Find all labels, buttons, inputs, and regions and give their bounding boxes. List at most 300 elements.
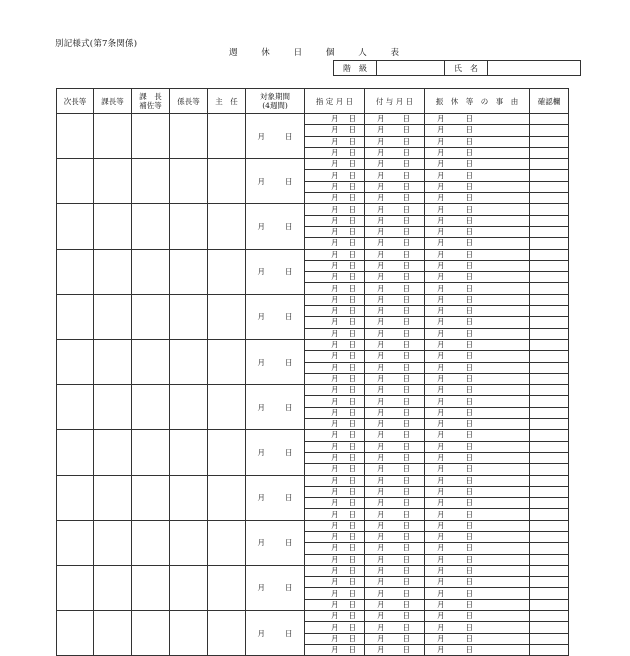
- approval-cell[interactable]: [132, 159, 170, 204]
- table-row: [57, 611, 569, 622]
- approval-cell[interactable]: [208, 249, 246, 294]
- designated-date-cell[interactable]: 月 日: [305, 520, 365, 531]
- approval-cell[interactable]: [94, 249, 132, 294]
- approval-cell[interactable]: [57, 114, 94, 159]
- reason-date-cell[interactable]: 月 日: [425, 351, 530, 362]
- designated-date-cell[interactable]: 月 日: [305, 577, 365, 588]
- col-header: 振 休 等 の 事 由: [425, 89, 530, 114]
- confirmation-cell[interactable]: [530, 385, 569, 396]
- reason-date-cell[interactable]: 月 日: [425, 181, 530, 192]
- granted-date-cell[interactable]: 月 日: [365, 407, 425, 418]
- approval-cell[interactable]: [94, 475, 132, 520]
- designated-date-cell[interactable]: 月 日: [305, 306, 365, 317]
- reason-date-cell[interactable]: 月 日: [425, 385, 530, 396]
- title-char: 週: [229, 48, 238, 58]
- period-cell[interactable]: 月 日: [246, 114, 305, 159]
- granted-date-cell[interactable]: 月 日: [365, 498, 425, 509]
- designated-date-cell[interactable]: 月 日: [305, 644, 365, 655]
- reason-date-cell[interactable]: 月 日: [425, 159, 530, 170]
- confirmation-cell[interactable]: [530, 238, 569, 249]
- designated-date-cell[interactable]: 月 日: [305, 159, 365, 170]
- designated-date-cell[interactable]: 月 日: [305, 509, 365, 520]
- confirmation-cell[interactable]: [530, 114, 569, 125]
- designated-date-cell[interactable]: 月 日: [305, 588, 365, 599]
- confirmation-cell[interactable]: [530, 452, 569, 463]
- table-row: [57, 565, 569, 576]
- reason-date-cell[interactable]: 月 日: [425, 622, 530, 633]
- approval-cell[interactable]: [57, 249, 94, 294]
- reason-date-cell[interactable]: 月 日: [425, 498, 530, 509]
- approval-cell[interactable]: [208, 294, 246, 339]
- col-header: 対象期間 (4週間): [246, 89, 305, 114]
- approval-cell[interactable]: [132, 114, 170, 159]
- reason-date-cell[interactable]: 月 日: [425, 554, 530, 565]
- confirmation-cell[interactable]: [530, 159, 569, 170]
- confirmation-cell[interactable]: [530, 193, 569, 204]
- granted-date-cell[interactable]: 月 日: [365, 441, 425, 452]
- approval-cell[interactable]: [208, 475, 246, 520]
- reason-date-cell[interactable]: 月 日: [425, 577, 530, 588]
- confirmation-cell[interactable]: [530, 475, 569, 486]
- reason-date-cell[interactable]: 月 日: [425, 328, 530, 339]
- designated-date-cell[interactable]: 月 日: [305, 475, 365, 486]
- approval-cell[interactable]: [57, 611, 94, 656]
- table-row: [57, 114, 569, 125]
- reason-date-cell[interactable]: 月 日: [425, 226, 530, 237]
- reason-date-cell[interactable]: 月 日: [425, 644, 530, 655]
- approval-cell[interactable]: [132, 475, 170, 520]
- designated-date-cell[interactable]: 月 日: [305, 543, 365, 554]
- reason-date-cell[interactable]: 月 日: [425, 633, 530, 644]
- approval-cell[interactable]: [57, 294, 94, 339]
- granted-date-cell[interactable]: 月 日: [365, 114, 425, 125]
- approval-cell[interactable]: [57, 430, 94, 475]
- granted-date-cell[interactable]: 月 日: [365, 644, 425, 655]
- granted-date-cell[interactable]: 月 日: [365, 215, 425, 226]
- granted-date-cell[interactable]: 月 日: [365, 204, 425, 215]
- confirmation-cell[interactable]: [530, 622, 569, 633]
- approval-cell[interactable]: [170, 159, 208, 204]
- form-reference-note: 別記様式(第7条関係): [55, 39, 138, 49]
- approval-cell[interactable]: [132, 204, 170, 249]
- granted-date-cell[interactable]: 月 日: [365, 430, 425, 441]
- table-row: [57, 294, 569, 305]
- reason-date-cell[interactable]: 月 日: [425, 147, 530, 158]
- designated-date-cell[interactable]: 月 日: [305, 249, 365, 260]
- approval-cell[interactable]: [170, 565, 208, 610]
- designated-date-cell[interactable]: 月 日: [305, 215, 365, 226]
- confirmation-cell[interactable]: [530, 407, 569, 418]
- reason-date-cell[interactable]: 月 日: [425, 531, 530, 542]
- designated-date-cell[interactable]: 月 日: [305, 498, 365, 509]
- approval-cell[interactable]: [208, 339, 246, 384]
- granted-date-cell[interactable]: 月 日: [365, 577, 425, 588]
- granted-date-cell[interactable]: 月 日: [365, 475, 425, 486]
- reason-date-cell[interactable]: 月 日: [425, 317, 530, 328]
- table-row: [57, 204, 569, 215]
- col-header: 課長等: [94, 89, 132, 114]
- confirmation-cell[interactable]: [530, 306, 569, 317]
- designated-date-cell[interactable]: 月 日: [305, 554, 365, 565]
- col-header: 付 与 月 日: [365, 89, 425, 114]
- approval-cell[interactable]: [170, 430, 208, 475]
- approval-cell[interactable]: [94, 430, 132, 475]
- confirmation-cell[interactable]: [530, 441, 569, 452]
- confirmation-cell[interactable]: [530, 181, 569, 192]
- designated-date-cell[interactable]: 月 日: [305, 339, 365, 350]
- confirmation-cell[interactable]: [530, 577, 569, 588]
- reason-date-cell[interactable]: 月 日: [425, 170, 530, 181]
- reason-date-cell[interactable]: 月 日: [425, 193, 530, 204]
- designated-date-cell[interactable]: 月 日: [305, 317, 365, 328]
- period-cell[interactable]: 月 日: [246, 611, 305, 656]
- confirmation-cell[interactable]: [530, 611, 569, 622]
- table-row: [57, 520, 569, 531]
- designated-date-cell[interactable]: 月 日: [305, 430, 365, 441]
- designated-date-cell[interactable]: 月 日: [305, 373, 365, 384]
- designated-date-cell[interactable]: 月 日: [305, 419, 365, 430]
- designated-date-cell[interactable]: 月 日: [305, 396, 365, 407]
- confirmation-cell[interactable]: [530, 294, 569, 305]
- table-row: [57, 385, 569, 396]
- title-char: 休: [261, 48, 270, 58]
- reason-date-cell[interactable]: 月 日: [425, 272, 530, 283]
- designated-date-cell[interactable]: 月 日: [305, 362, 365, 373]
- reason-date-cell[interactable]: 月 日: [425, 373, 530, 384]
- approval-cell[interactable]: [208, 114, 246, 159]
- granted-date-cell[interactable]: 月 日: [365, 193, 425, 204]
- approval-cell[interactable]: [170, 294, 208, 339]
- reason-date-cell[interactable]: 月 日: [425, 430, 530, 441]
- reason-date-cell[interactable]: 月 日: [425, 396, 530, 407]
- form-title: [229, 46, 399, 58]
- reason-date-cell[interactable]: 月 日: [425, 362, 530, 373]
- confirmation-cell[interactable]: [530, 531, 569, 542]
- approval-cell[interactable]: [170, 339, 208, 384]
- confirmation-cell[interactable]: [530, 599, 569, 610]
- reason-date-cell[interactable]: 月 日: [425, 407, 530, 418]
- name-field[interactable]: [488, 61, 581, 76]
- period-cell[interactable]: 月 日: [246, 385, 305, 430]
- designated-date-cell[interactable]: 月 日: [305, 385, 365, 396]
- approval-cell[interactable]: [57, 385, 94, 430]
- reason-date-cell[interactable]: 月 日: [425, 283, 530, 294]
- period-cell[interactable]: 月 日: [246, 475, 305, 520]
- confirmation-cell[interactable]: [530, 215, 569, 226]
- reason-date-cell[interactable]: 月 日: [425, 419, 530, 430]
- designated-date-cell[interactable]: 月 日: [305, 272, 365, 283]
- confirmation-cell[interactable]: [530, 170, 569, 181]
- designated-date-cell[interactable]: 月 日: [305, 147, 365, 158]
- confirmation-cell[interactable]: [530, 125, 569, 136]
- designated-date-cell[interactable]: 月 日: [305, 441, 365, 452]
- approval-cell[interactable]: [208, 611, 246, 656]
- granted-date-cell[interactable]: 月 日: [365, 543, 425, 554]
- holiday-schedule-table: [56, 88, 569, 656]
- confirmation-cell[interactable]: [530, 498, 569, 509]
- period-cell[interactable]: 月 日: [246, 520, 305, 565]
- approval-cell[interactable]: [170, 611, 208, 656]
- grade-field[interactable]: [377, 61, 445, 76]
- reason-date-cell[interactable]: 月 日: [425, 486, 530, 497]
- granted-date-cell[interactable]: 月 日: [365, 419, 425, 430]
- designated-date-cell[interactable]: 月 日: [305, 407, 365, 418]
- title-char: 人: [358, 48, 367, 58]
- approval-cell[interactable]: [57, 339, 94, 384]
- designated-date-cell[interactable]: 月 日: [305, 328, 365, 339]
- confirmation-cell[interactable]: [530, 588, 569, 599]
- reason-date-cell[interactable]: 月 日: [425, 204, 530, 215]
- granted-date-cell[interactable]: 月 日: [365, 260, 425, 271]
- granted-date-cell[interactable]: 月 日: [365, 509, 425, 520]
- granted-date-cell[interactable]: 月 日: [365, 147, 425, 158]
- approval-cell[interactable]: [208, 385, 246, 430]
- approval-cell[interactable]: [57, 159, 94, 204]
- grade-label: 階 級: [334, 61, 377, 76]
- approval-cell[interactable]: [208, 430, 246, 475]
- approval-cell[interactable]: [94, 385, 132, 430]
- designated-date-cell[interactable]: 月 日: [305, 452, 365, 463]
- designated-date-cell[interactable]: 月 日: [305, 486, 365, 497]
- confirmation-cell[interactable]: [530, 272, 569, 283]
- approval-cell[interactable]: [170, 475, 208, 520]
- granted-date-cell[interactable]: 月 日: [365, 622, 425, 633]
- approval-cell[interactable]: [170, 520, 208, 565]
- approval-cell[interactable]: [170, 249, 208, 294]
- confirmation-cell[interactable]: [530, 430, 569, 441]
- col-header: 主 任: [208, 89, 246, 114]
- designated-date-cell[interactable]: 月 日: [305, 204, 365, 215]
- confirmation-cell[interactable]: [530, 520, 569, 531]
- granted-date-cell[interactable]: 月 日: [365, 588, 425, 599]
- approval-cell[interactable]: [132, 611, 170, 656]
- granted-date-cell[interactable]: 月 日: [365, 396, 425, 407]
- designated-date-cell[interactable]: 月 日: [305, 260, 365, 271]
- confirmation-cell[interactable]: [530, 249, 569, 260]
- confirmation-cell[interactable]: [530, 339, 569, 350]
- period-cell[interactable]: 月 日: [246, 565, 305, 610]
- approval-cell[interactable]: [170, 114, 208, 159]
- approval-cell[interactable]: [132, 520, 170, 565]
- confirmation-cell[interactable]: [530, 328, 569, 339]
- designated-date-cell[interactable]: 月 日: [305, 599, 365, 610]
- approval-cell[interactable]: [208, 204, 246, 249]
- confirmation-cell[interactable]: [530, 147, 569, 158]
- reason-date-cell[interactable]: 月 日: [425, 599, 530, 610]
- approval-cell[interactable]: [57, 520, 94, 565]
- confirmation-cell[interactable]: [530, 644, 569, 655]
- confirmation-cell[interactable]: [530, 136, 569, 147]
- reason-date-cell[interactable]: 月 日: [425, 339, 530, 350]
- header-row: [57, 89, 569, 114]
- period-cell[interactable]: 月 日: [246, 159, 305, 204]
- granted-date-cell[interactable]: 月 日: [365, 486, 425, 497]
- employee-info-table: [333, 60, 581, 76]
- reason-date-cell[interactable]: 月 日: [425, 294, 530, 305]
- designated-date-cell[interactable]: 月 日: [305, 531, 365, 542]
- confirmation-cell[interactable]: [530, 464, 569, 475]
- confirmation-cell[interactable]: [530, 351, 569, 362]
- granted-date-cell[interactable]: 月 日: [365, 170, 425, 181]
- approval-cell[interactable]: [208, 520, 246, 565]
- reason-date-cell[interactable]: 月 日: [425, 588, 530, 599]
- col-header: 係長等: [170, 89, 208, 114]
- granted-date-cell[interactable]: 月 日: [365, 611, 425, 622]
- granted-date-cell[interactable]: 月 日: [365, 464, 425, 475]
- designated-date-cell[interactable]: 月 日: [305, 125, 365, 136]
- approval-cell[interactable]: [94, 611, 132, 656]
- confirmation-cell[interactable]: [530, 373, 569, 384]
- granted-date-cell[interactable]: 月 日: [365, 306, 425, 317]
- table-row: [57, 159, 569, 170]
- confirmation-cell[interactable]: [530, 362, 569, 373]
- granted-date-cell[interactable]: 月 日: [365, 565, 425, 576]
- granted-date-cell[interactable]: 月 日: [365, 283, 425, 294]
- approval-cell[interactable]: [94, 565, 132, 610]
- confirmation-cell[interactable]: [530, 633, 569, 644]
- granted-date-cell[interactable]: 月 日: [365, 531, 425, 542]
- reason-date-cell[interactable]: 月 日: [425, 452, 530, 463]
- confirmation-cell[interactable]: [530, 565, 569, 576]
- reason-date-cell[interactable]: 月 日: [425, 543, 530, 554]
- approval-cell[interactable]: [94, 114, 132, 159]
- designated-date-cell[interactable]: 月 日: [305, 181, 365, 192]
- approval-cell[interactable]: [208, 159, 246, 204]
- granted-date-cell[interactable]: 月 日: [365, 373, 425, 384]
- reason-date-cell[interactable]: 月 日: [425, 215, 530, 226]
- table-row: [57, 249, 569, 260]
- granted-date-cell[interactable]: 月 日: [365, 249, 425, 260]
- reason-date-cell[interactable]: 月 日: [425, 464, 530, 475]
- designated-date-cell[interactable]: 月 日: [305, 238, 365, 249]
- period-cell[interactable]: 月 日: [246, 204, 305, 249]
- granted-date-cell[interactable]: 月 日: [365, 362, 425, 373]
- confirmation-cell[interactable]: [530, 509, 569, 520]
- reason-date-cell[interactable]: 月 日: [425, 475, 530, 486]
- approval-cell[interactable]: [132, 339, 170, 384]
- approval-cell[interactable]: [132, 249, 170, 294]
- designated-date-cell[interactable]: 月 日: [305, 226, 365, 237]
- designated-date-cell[interactable]: 月 日: [305, 193, 365, 204]
- col-header: 次長等: [57, 89, 94, 114]
- name-label: 氏 名: [445, 61, 488, 76]
- approval-cell[interactable]: [132, 430, 170, 475]
- approval-cell[interactable]: [94, 339, 132, 384]
- reason-date-cell[interactable]: 月 日: [425, 114, 530, 125]
- confirmation-cell[interactable]: [530, 543, 569, 554]
- col-header: 確認欄: [530, 89, 569, 114]
- approval-cell[interactable]: [57, 475, 94, 520]
- table-row: [57, 475, 569, 486]
- reason-date-cell[interactable]: 月 日: [425, 260, 530, 271]
- granted-date-cell[interactable]: 月 日: [365, 520, 425, 531]
- granted-date-cell[interactable]: 月 日: [365, 317, 425, 328]
- designated-date-cell[interactable]: 月 日: [305, 611, 365, 622]
- granted-date-cell[interactable]: 月 日: [365, 385, 425, 396]
- reason-date-cell[interactable]: 月 日: [425, 136, 530, 147]
- granted-date-cell[interactable]: 月 日: [365, 633, 425, 644]
- designated-date-cell[interactable]: 月 日: [305, 283, 365, 294]
- approval-cell[interactable]: [170, 385, 208, 430]
- reason-date-cell[interactable]: 月 日: [425, 125, 530, 136]
- granted-date-cell[interactable]: 月 日: [365, 599, 425, 610]
- col-header: 課 長 補佐等: [132, 89, 170, 114]
- period-cell[interactable]: 月 日: [246, 339, 305, 384]
- granted-date-cell[interactable]: 月 日: [365, 452, 425, 463]
- confirmation-cell[interactable]: [530, 486, 569, 497]
- designated-date-cell[interactable]: 月 日: [305, 565, 365, 576]
- designated-date-cell[interactable]: 月 日: [305, 464, 365, 475]
- granted-date-cell[interactable]: 月 日: [365, 136, 425, 147]
- approval-cell[interactable]: [132, 294, 170, 339]
- reason-date-cell[interactable]: 月 日: [425, 565, 530, 576]
- granted-date-cell[interactable]: 月 日: [365, 272, 425, 283]
- reason-date-cell[interactable]: 月 日: [425, 520, 530, 531]
- confirmation-cell[interactable]: [530, 554, 569, 565]
- approval-cell[interactable]: [132, 565, 170, 610]
- approval-cell[interactable]: [94, 159, 132, 204]
- approval-cell[interactable]: [94, 204, 132, 249]
- confirmation-cell[interactable]: [530, 419, 569, 430]
- designated-date-cell[interactable]: 月 日: [305, 622, 365, 633]
- confirmation-cell[interactable]: [530, 260, 569, 271]
- reason-date-cell[interactable]: 月 日: [425, 509, 530, 520]
- period-cell[interactable]: 月 日: [246, 430, 305, 475]
- approval-cell[interactable]: [208, 565, 246, 610]
- reason-date-cell[interactable]: 月 日: [425, 306, 530, 317]
- reason-date-cell[interactable]: 月 日: [425, 441, 530, 452]
- granted-date-cell[interactable]: 月 日: [365, 339, 425, 350]
- granted-date-cell[interactable]: 月 日: [365, 351, 425, 362]
- table-row: [57, 339, 569, 350]
- title-char: 個: [325, 48, 335, 58]
- approval-cell[interactable]: [94, 520, 132, 565]
- title-char: 日: [293, 48, 303, 58]
- granted-date-cell[interactable]: 月 日: [365, 294, 425, 305]
- approval-cell[interactable]: [132, 385, 170, 430]
- period-cell[interactable]: 月 日: [246, 294, 305, 339]
- confirmation-cell[interactable]: [530, 396, 569, 407]
- designated-date-cell[interactable]: 月 日: [305, 294, 365, 305]
- granted-date-cell[interactable]: 月 日: [365, 181, 425, 192]
- reason-date-cell[interactable]: 月 日: [425, 249, 530, 260]
- granted-date-cell[interactable]: 月 日: [365, 125, 425, 136]
- granted-date-cell[interactable]: 月 日: [365, 554, 425, 565]
- title-char: 表: [390, 48, 399, 58]
- designated-date-cell[interactable]: 月 日: [305, 114, 365, 125]
- designated-date-cell[interactable]: 月 日: [305, 633, 365, 644]
- confirmation-cell[interactable]: [530, 283, 569, 294]
- granted-date-cell[interactable]: 月 日: [365, 238, 425, 249]
- approval-cell[interactable]: [170, 204, 208, 249]
- confirmation-cell[interactable]: [530, 204, 569, 215]
- granted-date-cell[interactable]: 月 日: [365, 159, 425, 170]
- granted-date-cell[interactable]: 月 日: [365, 226, 425, 237]
- period-cell[interactable]: 月 日: [246, 249, 305, 294]
- confirmation-cell[interactable]: [530, 226, 569, 237]
- reason-date-cell[interactable]: 月 日: [425, 238, 530, 249]
- designated-date-cell[interactable]: 月 日: [305, 136, 365, 147]
- reason-date-cell[interactable]: 月 日: [425, 611, 530, 622]
- col-header: 指 定 月 日: [305, 89, 365, 114]
- designated-date-cell[interactable]: 月 日: [305, 170, 365, 181]
- approval-cell[interactable]: [94, 294, 132, 339]
- approval-cell[interactable]: [57, 204, 94, 249]
- approval-cell[interactable]: [57, 565, 94, 610]
- designated-date-cell[interactable]: 月 日: [305, 351, 365, 362]
- confirmation-cell[interactable]: [530, 317, 569, 328]
- granted-date-cell[interactable]: 月 日: [365, 328, 425, 339]
